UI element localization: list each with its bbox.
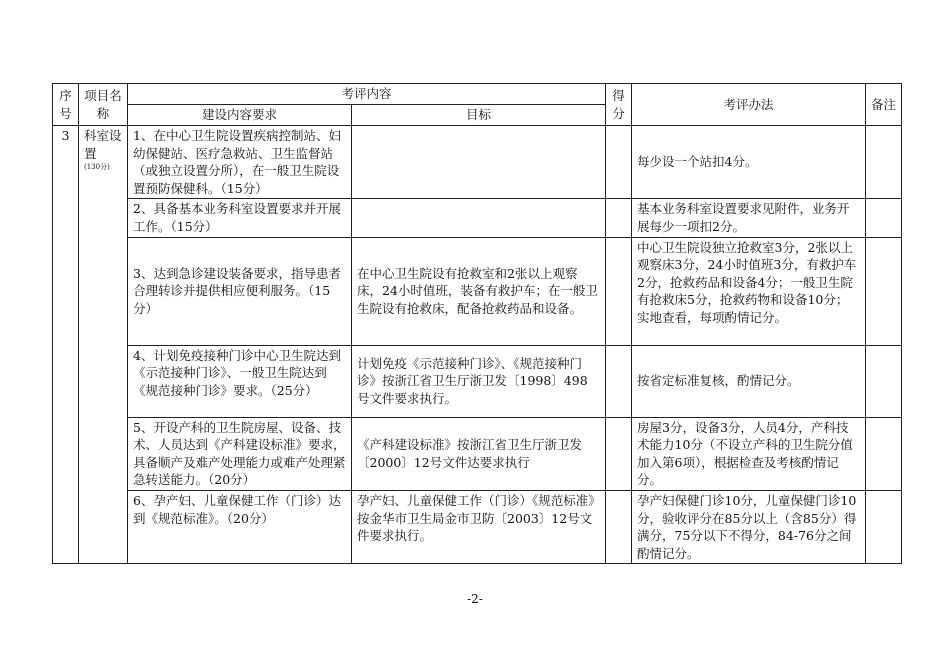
score-cell — [606, 345, 632, 417]
item-name: 科室设置 — [84, 128, 122, 161]
table-row — [53, 199, 902, 237]
method-cell: 按省定标准复核，酌情记分。 — [632, 345, 866, 417]
target-cell: 《产科建设标准》按浙江省卫生厅浙卫发〔2000〕12号文件达要求执行 — [352, 417, 606, 490]
remark-cell — [866, 417, 902, 490]
assessment-table — [52, 83, 902, 564]
table-row — [53, 490, 902, 563]
method-cell: 中心卫生院设独立抢救室3分，2张以上观察床3分，24小时值班3分，有救护车2分，抢救药品和设备4分；一般卫生院有抢救床5分，抢救药物和设备10分；实地查看，每项酌情记分。 — [632, 237, 866, 345]
target-cell: 在中心卫生院设有抢救室和2张以上观察床，24小时值班，装备有救护车；在一般卫生院设有抢救床，配备抢救药品和设备。 — [352, 237, 606, 345]
method-cell: 每少设一个站扣4分。 — [632, 126, 866, 199]
score-cell — [606, 417, 632, 490]
header-no: 序号 — [53, 84, 79, 126]
header-requirement: 建设内容要求 — [128, 105, 352, 126]
target-cell: 孕产妇、儿童保健工作（门诊）《规范标准》按金华市卫生局金市卫防〔2003〕12号文件要求执行。 — [352, 490, 606, 563]
header-target: 目标 — [352, 105, 606, 126]
score-cell — [606, 126, 632, 199]
table-row — [53, 417, 902, 490]
target-cell — [352, 199, 606, 237]
score-cell — [606, 237, 632, 345]
table-row — [53, 126, 902, 199]
header-score: 得分 — [606, 84, 632, 126]
method-cell: 基本业务科室设置要求见附件，业务开展每少一项扣2分。 — [632, 199, 866, 237]
page-number: -2- — [467, 592, 483, 606]
header-remark: 备注 — [866, 84, 902, 126]
requirement-cell: 2、具备基本业务科室设置要求并开展工作。（15分） — [128, 199, 352, 237]
method-cell: 孕产妇保健门诊10分，儿童保健门诊10分，验收评分在85分以上（含85分）得满分，75分以下不得分，84-76分之间酌情记分。 — [632, 490, 866, 563]
remark-cell — [866, 345, 902, 417]
requirement-cell: 1、在中心卫生院设置疾病控制站、妇幼保健站、医疗急救站、卫生监督站（或独立设置分所），在一般卫生院设置预防保健科。（15分） — [128, 126, 352, 199]
remark-cell — [866, 126, 902, 199]
requirement-cell: 6、孕产妇、儿童保健工作（门诊）达到《规范标准》。（20分） — [128, 490, 352, 563]
method-cell: 房屋3分，设备3分，人员4分，产科技术能力10分（不设立产科的卫生院分值加入第6项），根据检查及考核酌情记分。 — [632, 417, 866, 490]
header-content: 考评内容 — [128, 84, 606, 105]
score-cell — [606, 199, 632, 237]
requirement-cell: 5、开设产科的卫生院房屋、设备、技术、人员达到《产科建设标准》要求，具备顺产及难产处理能力或难产处理紧急转送能力。（20分） — [128, 417, 352, 490]
target-cell: 计划免疫《示范接种门诊》、《规范接种门诊》按浙江省卫生厅浙卫发〔1998〕498号文件要求执行。 — [352, 345, 606, 417]
remark-cell — [866, 490, 902, 563]
remark-cell — [866, 237, 902, 345]
header-row-1 — [53, 84, 902, 105]
requirement-cell: 4、计划免疫接种门诊中心卫生院达到《示范接种门诊》、一般卫生院达到《规范接种门诊》要求。（25分） — [128, 345, 352, 417]
header-item: 项目名称 — [79, 84, 128, 126]
score-cell — [606, 490, 632, 563]
item-number: 3 — [53, 126, 79, 564]
remark-cell — [866, 199, 902, 237]
item-name-cell — [79, 126, 128, 564]
target-cell — [352, 126, 606, 199]
table-row — [53, 237, 902, 345]
header-method: 考评办法 — [632, 84, 866, 126]
table-row — [53, 345, 902, 417]
item-points: (130分) — [84, 163, 110, 172]
requirement-cell: 3、达到急诊建设装备要求，指导患者合理转诊并提供相应便利服务。（15分） — [128, 237, 352, 345]
